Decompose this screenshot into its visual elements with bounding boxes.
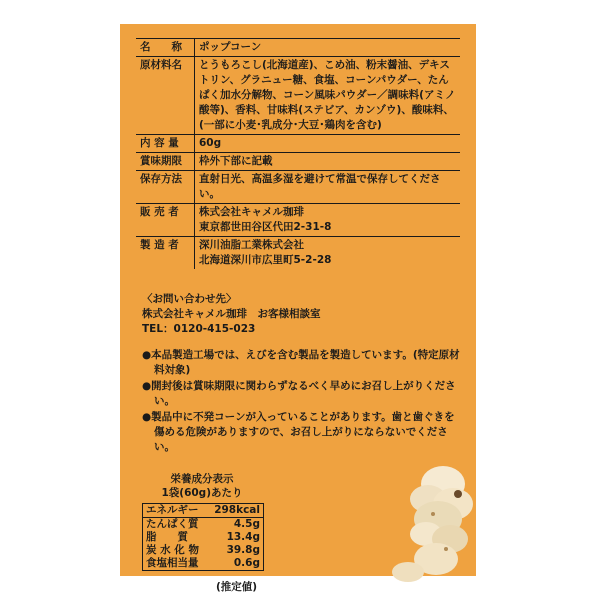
nutrition-name: エネルギー <box>143 504 207 518</box>
popcorn-kernel-icon <box>392 466 473 582</box>
nutrition-table <box>142 503 264 571</box>
nutrition-name: 食塩相当量 <box>146 557 199 569</box>
info-label: 名 称 <box>136 39 195 57</box>
nutrition-name: 炭 水 化 物 <box>146 544 199 556</box>
note-item: ●本品製造工場では、えびを含む製品を製造しています。(特定原材料対象) <box>142 349 460 376</box>
info-label: 販 売 者 <box>136 204 195 237</box>
nutrition-serving: 1袋(60g)あたり <box>161 487 243 499</box>
info-value: 枠外下部に記載 <box>195 153 461 171</box>
info-row-content <box>136 135 460 153</box>
seller-address: 東京都世田谷区代田2-31-8 <box>199 221 332 233</box>
info-value: 60g <box>195 135 461 153</box>
info-value <box>195 204 461 237</box>
info-row-storage <box>136 171 460 204</box>
nutrition-title: 栄養成分表示 <box>170 473 234 485</box>
nutrition-amount: 13.4g <box>226 531 260 543</box>
info-row-name <box>136 39 460 57</box>
contact-heading: 〈お問い合わせ先〉 <box>142 293 237 305</box>
contact-block <box>142 292 462 337</box>
product-info-table <box>136 38 460 269</box>
info-row-manufacturer <box>136 237 460 270</box>
nutrition-note: (推定値) <box>216 581 258 593</box>
contact-company: 株式会社キャメル珈琲 お客様相談室 <box>142 308 321 320</box>
info-value: とうもろこし(北海道産)、こめ油、粉末醤油、デキストリン、グラニュー糖、食塩、コーンパウダー、たんぱく加水分解物、コーン風味パウダー／調味料(アミノ酸等)、香料、甘味料(ステビア、カンゾウ)、酸味料、(一部に小麦･乳成分･大豆･鶏肉を含む) <box>195 57 461 135</box>
info-value: 直射日光、高温多湿を避けて常温で保存してください。 <box>195 171 461 204</box>
nutrition-amount: 4.5g <box>233 518 260 530</box>
info-value: ポップコーン <box>195 39 461 57</box>
info-value <box>195 237 461 270</box>
manufacturer-name: 深川油脂工業株式会社 <box>199 239 304 251</box>
info-label: 賞味期限 <box>136 153 195 171</box>
info-row-expiry <box>136 153 460 171</box>
nutrition-row <box>143 504 264 518</box>
contact-tel: TEL：0120-415-023 <box>142 323 256 335</box>
info-label: 保存方法 <box>136 171 195 204</box>
nutrition-row <box>143 531 264 544</box>
nutrition-amount: 39.8g <box>226 544 260 556</box>
nutrition-name: 脂 質 <box>146 531 188 543</box>
nutrition-row <box>143 518 264 532</box>
info-label: 製 造 者 <box>136 237 195 270</box>
nutrition-amount: 0.6g <box>233 557 260 569</box>
nutrition-row <box>143 557 264 571</box>
popcorn-image <box>388 454 488 584</box>
nutrition-row <box>143 544 264 557</box>
notes-block <box>142 348 464 456</box>
manufacturer-address: 北海道深川市広里町5-2-28 <box>199 254 332 266</box>
note-item: ●製品中に不発コーンが入っていることがあります。歯と歯ぐきを傷める危険がありますので、お召し上がりにならないでください。 <box>142 411 455 453</box>
info-row-seller <box>136 204 460 237</box>
info-row-ingredients <box>136 57 460 135</box>
nutrition-name: たんぱく質 <box>146 518 199 530</box>
nutrition-amount: 298kcal <box>207 504 264 518</box>
seller-name: 株式会社キャメル珈琲 <box>199 206 304 218</box>
note-item: ●開封後は賞味期限に関わらずなるべく早めにお召し上がりください。 <box>142 380 456 407</box>
info-label: 内 容 量 <box>136 135 195 153</box>
info-label: 原材料名 <box>136 57 195 135</box>
label-panel <box>120 24 476 593</box>
nutrition-heading <box>142 472 262 500</box>
